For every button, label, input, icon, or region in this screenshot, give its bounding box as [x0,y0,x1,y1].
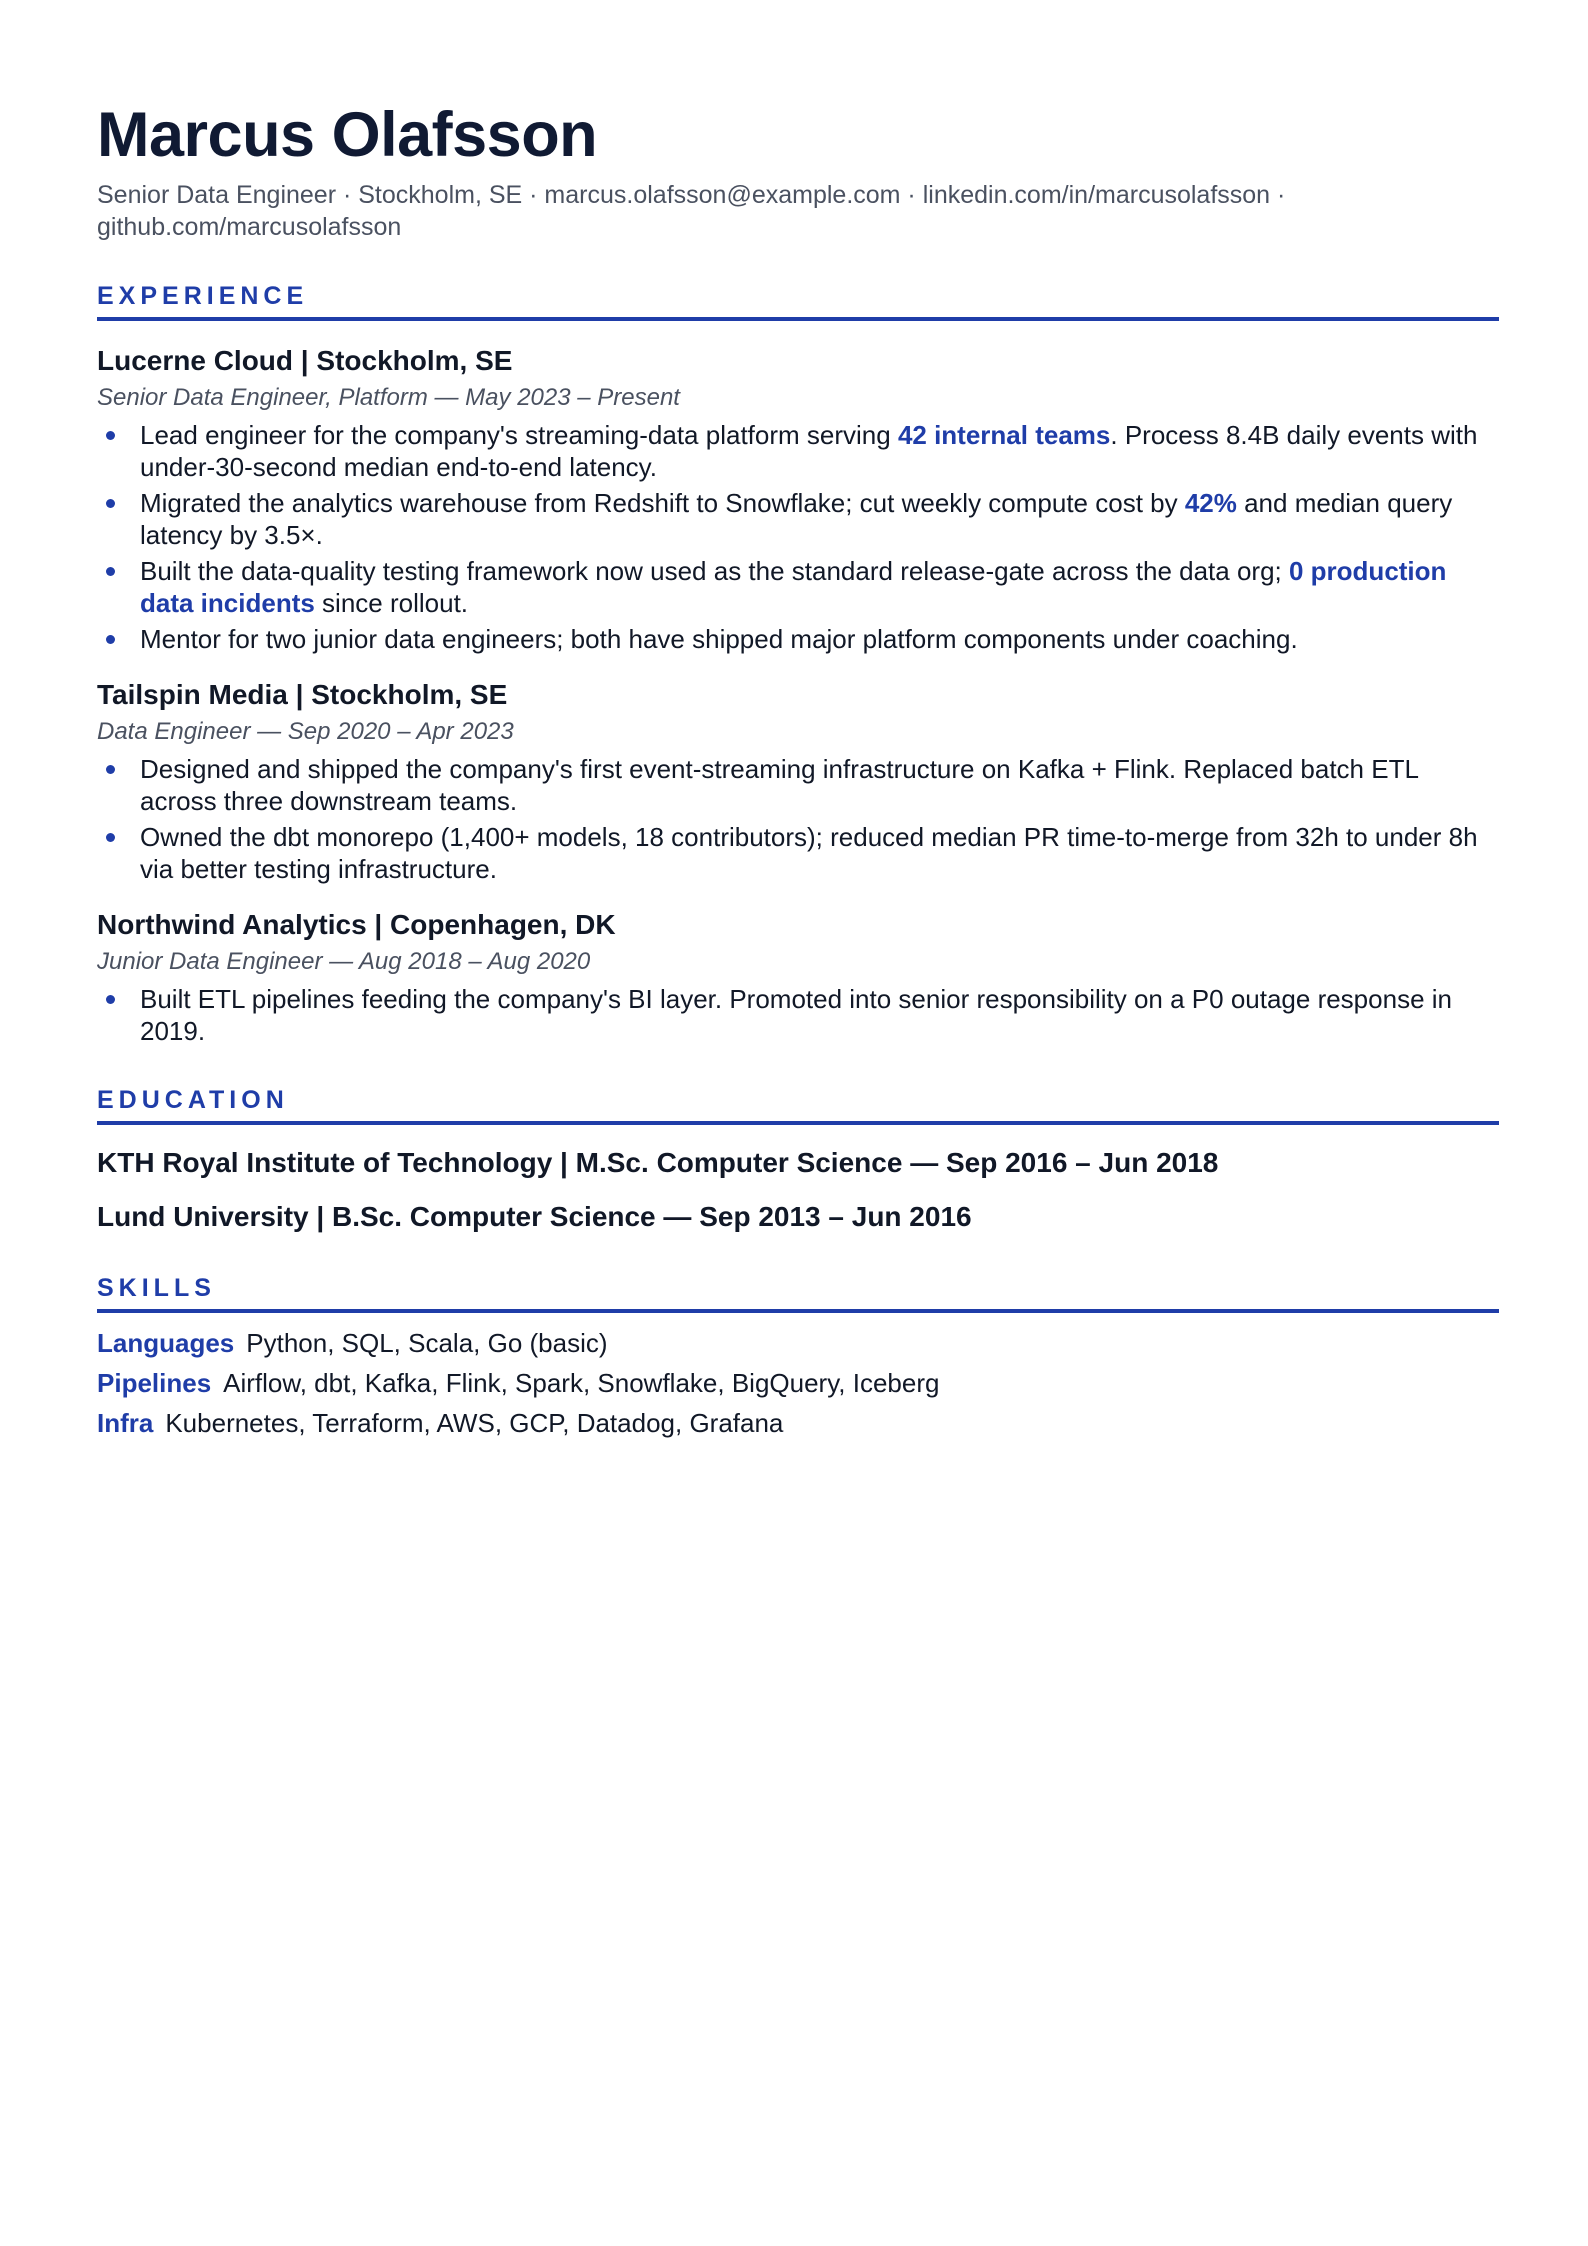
bullet-highlight: 0 production data incidents [140,555,1447,618]
education-entry: Lund University | B.Sc. Computer Science — Sep 2013 – Jun 2016 [97,1200,972,1232]
education-entry: KTH Royal Institute of Technology | M.Sc. Computer Science — Sep 2016 – Jun 2018 [97,1146,1219,1178]
experience-section [97,279,1499,1047]
job-role-dates: Junior Data Engineer — Aug 2018 – Aug 2020 [97,947,591,975]
bullet-item: Designed and shipped the company's first event-streaming infrastructure on Kafka + Flink. Replaced batch ETL across three downstream teams. [97,753,1499,817]
skill-row [97,1403,1499,1443]
bullet-item: Mentor for two junior data engineers; both have shipped major platform components under coaching. [97,623,1499,655]
bullet-highlight: 42% [1184,487,1237,518]
job-role-dates: Senior Data Engineer, Platform — May 2023 – Present [97,383,680,411]
job-entry [97,907,1499,1047]
bullet-text: Built the data-quality testing framework now used as the standard release-gate across the data org; [140,555,1289,586]
bullet-item: Built ETL pipelines feeding the company's BI layer. Promoted into senior responsibility on a P0 outage response in 2019. [97,983,1499,1047]
job-role-dates: Data Engineer — Sep 2020 – Apr 2023 [97,717,514,745]
contact-line: Senior Data Engineer · Stockholm, SE · marcus.olafsson@example.com · linkedin.com/in/marcusolafsson · github.com/marcusolafsson [97,180,1286,241]
skill-label: Infra [97,1407,154,1438]
job-entry [97,677,1499,885]
job-bullets [97,983,1499,1047]
section-title-skills: SKILLS [97,1271,1499,1313]
skill-row [97,1363,1499,1403]
resume-content [97,100,1499,1443]
skill-label: Languages [97,1327,235,1358]
bullet-text: Migrated the analytics warehouse from Redshift to Snowflake; cut weekly compute cost by [140,487,1185,518]
job-header: Tailspin Media | Stockholm, SE [97,678,508,710]
bullet-item [97,555,1499,619]
skills-section [97,1271,1499,1443]
bullet-text: . Process 8.4B daily events with under-30-second median end-to-end latency. [140,419,1478,482]
bullet-highlight: 42 internal teams [897,419,1111,450]
education-section [97,1083,1499,1235]
job-bullets [97,753,1499,885]
skill-row [97,1323,1499,1363]
job-header: Northwind Analytics | Copenhagen, DK [97,908,616,940]
bullet-item [97,487,1499,551]
bullet-text: Lead engineer for the company's streaming-data platform serving [140,419,898,450]
skill-value: Airflow, dbt, Kafka, Flink, Spark, Snowflake, BigQuery, Iceberg [223,1367,940,1398]
bullet-text: and median query latency by 3.5×. [140,487,1453,550]
job-bullets [97,419,1499,655]
candidate-name: Marcus Olafsson [97,100,598,170]
bullet-item: Owned the dbt monorepo (1,400+ models, 18 contributors); reduced median PR time-to-merge from 32h to under 8h via better testing infrastructure. [97,821,1499,885]
section-title-experience: EXPERIENCE [97,279,1499,321]
job-entry [97,343,1499,655]
skill-value: Python, SQL, Scala, Go (basic) [246,1327,608,1358]
bullet-text: since rollout. [314,587,469,618]
job-header: Lucerne Cloud | Stockholm, SE [97,344,513,376]
skills-list [97,1323,1499,1443]
skill-value: Kubernetes, Terraform, AWS, GCP, Datadog, Grafana [165,1407,784,1438]
bullet-item [97,419,1499,483]
section-title-education: EDUCATION [97,1083,1499,1125]
skill-label: Pipelines [97,1367,212,1398]
